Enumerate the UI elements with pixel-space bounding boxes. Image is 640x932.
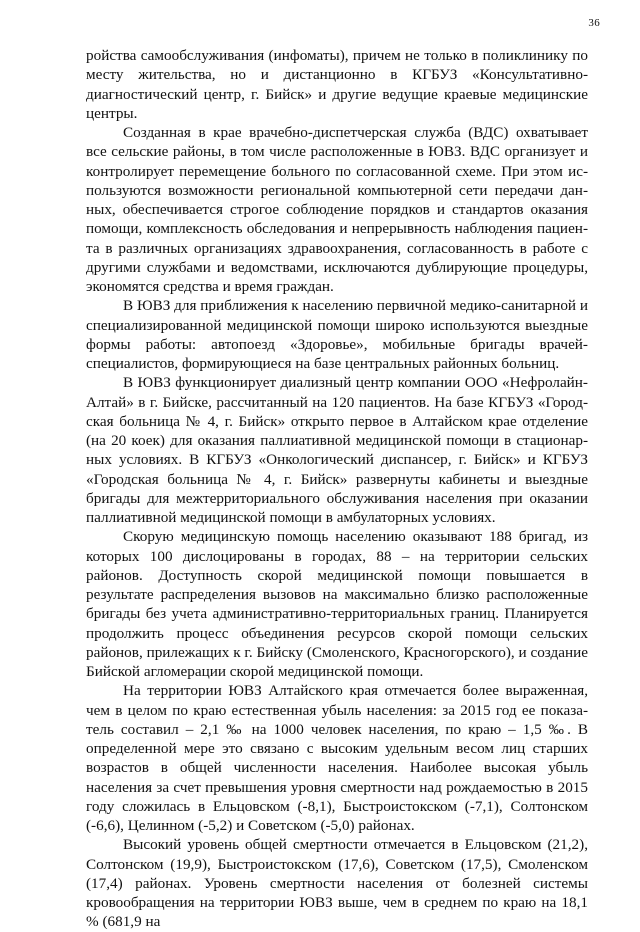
paragraph-mobile-teams: В ЮВЗ для приближения к населению первичной медико-санитарной и специализированной медицинской помощи широко используются выездные формы работы: автопоезд «Здоровье», мобильные бригады врачей-специалистов, формирующиеся на базе центральных районных больниц.: [86, 297, 588, 372]
page-number: 36: [588, 17, 600, 29]
paragraph-mortality: Высокий уровень общей смертности отмечается в Ельцовском (21,2), Солтонском (19,9), Быстроистокском (17,6), Советском (17,5), Смоленском (17,4) районах. Уровень смертности населения от болезней системы кровообращения на территории ЮВЗ выше, чем в среднем по краю на 18,1 % (681,9 на: [86, 836, 588, 931]
document-body: [86, 46, 588, 932]
paragraph-population-decline: На территории ЮВЗ Алтайского края отмечается более выраженная, чем в целом по краю естественная убыль населения: за 2015 год ее показатель составил – 2,1 ‰ на 1000 человек населения, по краю – 1,5 ‰. В определенной мере это связано с высоким удельным весом лиц старших возрастов в общей численности населения. Наиболее высокая убыль населения за счет превышения уровня смертности над рождаемостью в 2015 году сложилась в Ельцовском (-8,1), Быстроистокском (-7,1), Солтонском (-6,6), Целинном (-5,2) и Советском (-5,0) районах.: [86, 682, 588, 834]
paragraph-dispatch-service: Созданная в крае врачебно-диспетчерская служба (ВДС) охватывает все сельские районы, в том числе расположенные в ЮВЗ. ВДС организует и контролирует перемещение больного по согласованной схеме. При этом используются возможности региональной компьютерной сети передачи данных, обеспечивается строгое соблюдение порядков и стандартов оказания помощи, комплексность обследования и непрерывность наблюдения пациента в различных организациях здравоохранения, согласованность в работе с другими службами и ведомствами, исключаются дублирующие процедуры, экономятся средства и время граждан.: [86, 124, 588, 295]
paragraph-self-service-terminals: ройства самообслуживания (инфоматы), причем не только в поликлинику по месту жительства, но и дистанционно в КГБУЗ «Консультативно-диагностический центр, г. Бийск» и другие ведущие краевые медицинские центры.: [86, 47, 588, 122]
paragraph-ambulance: Скорую медицинскую помощь населению оказывают 188 бригад, из которых 100 дислоцированы в городах, 88 – на территории сельских районов. Доступность скорой медицинской помощи повышается в результате распределения вызовов на максимально близко расположенные бригады без учета административно-территориальных границ. Планируется продолжить процесс объединения ресурсов скорой помощи сельских районов, прилежащих к г. Бийску (Смоленского, Красногорского), и создание Бийской агломерации скорой медицинской помощи.: [86, 528, 588, 680]
paragraph-dialysis-palliative: В ЮВЗ функционирует диализный центр компании ООО «Нефролайн-Алтай» в г. Бийске, рассчитанный на 120 пациентов. На базе КГБУЗ «Городская больница № 4, г. Бийск» открыто первое в Алтайском крае отделение (на 20 коек) для оказания паллиативной медицинской помощи в стационарных условиях. В КГБУЗ «Онкологический диспансер, г. Бийск» и КГБУЗ «Городская больница № 4, г. Бийск» развернуты кабинеты и выездные бригады для межтерриториального обслуживания населения при оказании паллиативной медицинской помощи в амбулаторных условиях.: [86, 374, 588, 526]
